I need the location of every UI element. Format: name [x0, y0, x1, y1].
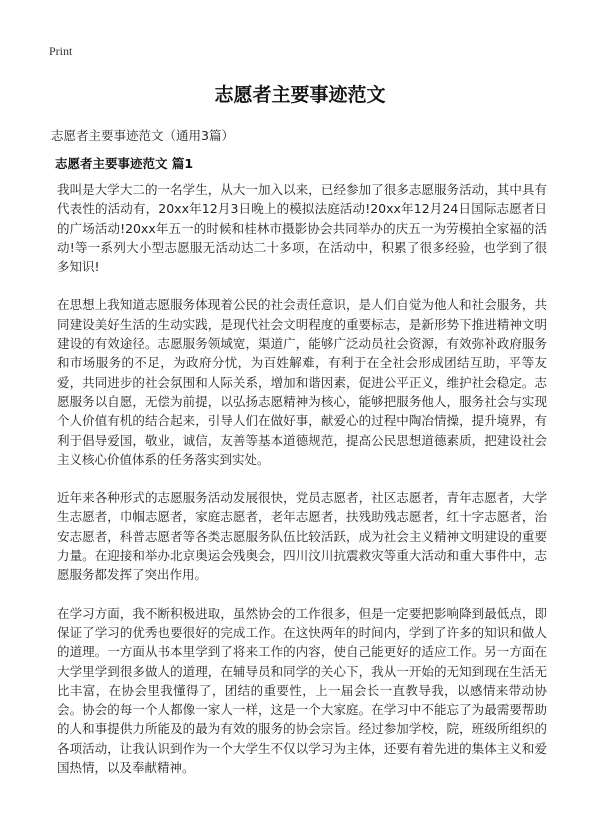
document-body: [57, 180, 547, 796]
section-heading: 志愿者主要事迹范文 篇1: [55, 156, 194, 171]
paragraph-4: 在学习方面，我不断积极进取，虽然协会的工作很多，但是一定要把影响降到最低点，即保证了学习的优秀也要很好的完成工作。在这快两年的时间内，学到了许多的知识和做人的道理。一方面从书本里学到了将来工作的内容，使自己能更好的适应工作。另一方面在大学里学到很多做人的道理，在辅导员和同学的关心下，我从一开始的无知到现在生活无比丰富，在协会里我懂得了，团结的重要性，上一届会长一直教导我，以感情来带动协会。协会的每一个人都像一家人一样，这是一个大家庭。在学习中不能忘了为最需要帮助的人和事提供力所能及的最为有效的服务的协会宗旨。经过参加学校，院，班级所组织的各项活动，让我认识到作为一个大学生不仅以学习为主体，还要有着先进的集体主义和爱国热情，以及奉献精神。: [57, 605, 547, 776]
document-title: 志愿者主要事迹范文: [214, 84, 386, 106]
document-subtitle: 志愿者主要事迹范文（通用3篇）: [51, 128, 234, 143]
paragraph-1: 我叫是大学大二的一名学生，从大一加入以来，已经参加了很多志愿服务活动，其中具有代表性的活动有，20xx年12月3日晚上的模拟法庭活动!20xx年12月24日国际志愿者日的广场活动!20xx年五一的时候和桂林市摄影协会共同举办的庆五一为劳模拍全家福的活动!等一系列大小型志愿服无活动达二十多项，在活动中，积累了很多经验，也学到了很多知识!: [57, 182, 547, 275]
paragraph-3: 近年来各种形式的志愿服务活动发展很快，党员志愿者，社区志愿者，青年志愿者，大学生志愿者，巾帼志愿者，家庭志愿者，老年志愿者，扶残助残志愿者，红十字志愿者，治安志愿者，科普志愿者等各类志愿服务队伍比较活跃，成为社会主义精神文明建设的重要力量。在迎接和举办北京奥运会残奥会，四川汶川抗震救灾等重大活动和重大事件中，志愿服务都发挥了突出作用。: [57, 490, 547, 583]
paragraph-2: 在思想上我知道志愿服务体现着公民的社会责任意识，是人们自觉为他人和社会服务，共同建设美好生活的生动实践，是现代社会文明程度的重要标志，是新形势下推进精神文明建设的有效途径。志愿服务领域宽，渠道广，能够广泛动员社会资源，有效弥补政府服务和市场服务的不足，为政府分忧，为百姓解难，有利于在全社会形成团结互助，平等友爱，共同进步的社会氛围和人际关系，增加和谐因素，促进公平正义，维护社会稳定。志愿服务以自愿，无偿为前提，以弘扬志愿精神为核心，能够把服务他人，服务社会与实现个人价值有机的结合起来，引导人们在做好事，献爱心的过程中陶冶情操，提升境界，有利于倡导爱国，敬业，诚信，友善等基本道德规范，提高公民思想道德素质，把建设社会主义核心价值体系的任务落实到实处。: [57, 297, 547, 467]
print-label[interactable]: Print: [49, 44, 73, 58]
